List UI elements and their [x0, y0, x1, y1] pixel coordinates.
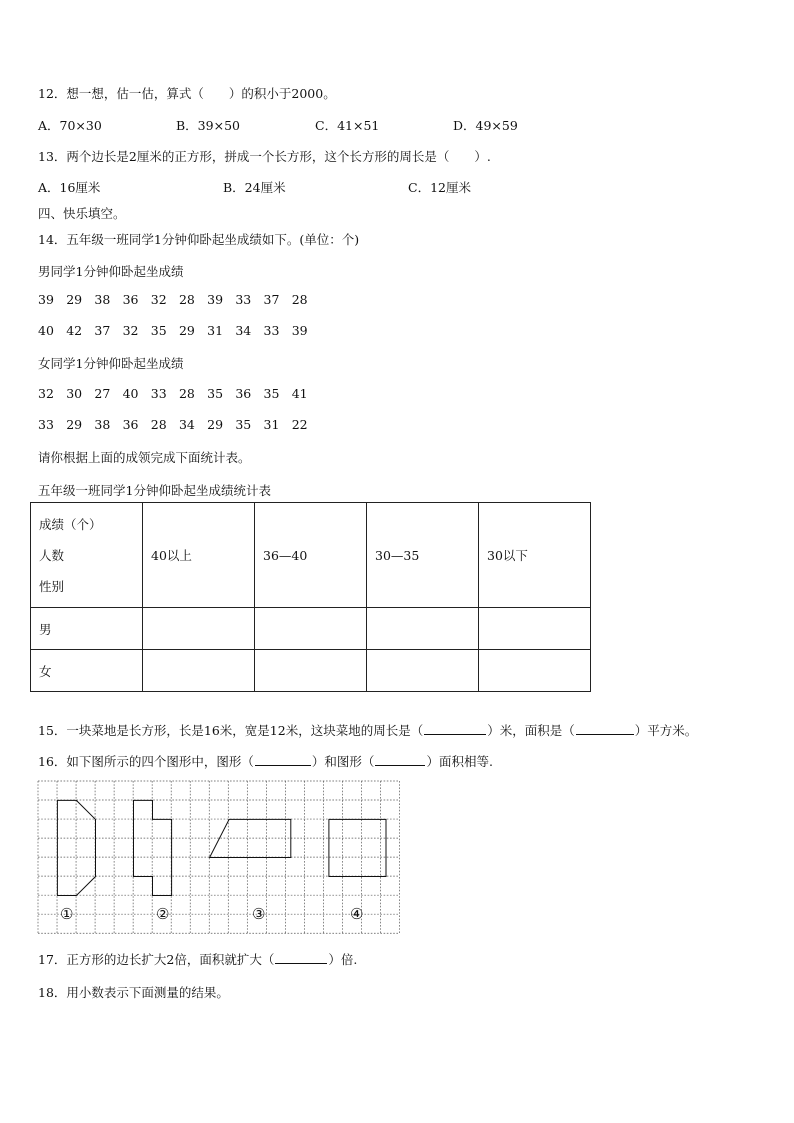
q12-option-b: B．39×50	[176, 118, 240, 133]
section-heading: 四、快乐填空。	[38, 206, 126, 221]
q14-stem: 14．五年级一班同学1分钟仰卧起坐成绩如下。(单位：个)	[38, 232, 360, 247]
table-title: 五年级一班同学1分钟仰卧起坐成绩统计表	[38, 483, 271, 498]
answer-cell[interactable]	[479, 650, 591, 692]
answer-cell[interactable]	[255, 650, 367, 692]
row-header-boys: 男	[31, 608, 143, 650]
figure-label: ②	[156, 905, 170, 923]
girls-scores-row-2: 33 29 38 36 28 34 29 35 31 22	[38, 417, 308, 432]
q17-blank[interactable]	[275, 953, 327, 964]
figure-4-shape	[329, 819, 386, 876]
figure-1-shape	[57, 800, 95, 895]
figure-label: ④	[350, 905, 364, 923]
answer-cell[interactable]	[255, 608, 367, 650]
boys-scores-row-1: 39 29 38 36 32 28 39 33 37 28	[38, 292, 308, 307]
q12-stem: 12．想一想，估一估，算式（ ）的积小于2000。	[38, 86, 336, 101]
table-row	[31, 608, 591, 650]
figure-2-shape	[134, 800, 172, 895]
q16-second-blank[interactable]	[375, 755, 425, 766]
corner-count-label: 人数	[39, 547, 65, 563]
figure-label: ①	[60, 905, 74, 923]
column-header: 36—40	[255, 503, 367, 608]
column-header: 30—35	[367, 503, 479, 608]
q13-option-a: A．16厘米	[38, 180, 101, 195]
answer-cell[interactable]	[367, 650, 479, 692]
boys-scores-row-2: 40 42 37 32 35 29 31 34 33 39	[38, 323, 308, 338]
answer-cell[interactable]	[479, 608, 591, 650]
q13-stem: 13．两个边长是2厘米的正方形，拼成一个长方形，这个长方形的周长是（ ）.	[38, 149, 491, 164]
q12-option-d: D．49×59	[453, 118, 518, 133]
row-header-girls: 女	[31, 650, 143, 692]
q15-area-blank[interactable]	[576, 724, 634, 735]
q15-line: 15．一块菜地是长方形，长是16米，宽是12米，这块菜地的周长是（ ）米，面积是（ ）平方米。	[38, 723, 698, 738]
q18-stem: 18．用小数表示下面测量的结果。	[38, 985, 229, 1000]
girls-title: 女同学1分钟仰卧起坐成绩	[38, 356, 184, 371]
q13-option-b: B．24厘米	[223, 180, 286, 195]
figure-label: ③	[252, 905, 266, 923]
q14-instruction: 请你根据上面的成领完成下面统计表。	[38, 450, 251, 465]
column-header: 40以上	[143, 503, 255, 608]
corner-score-label: 成绩（个）	[39, 516, 102, 532]
column-header: 30以下	[479, 503, 591, 608]
q15-perimeter-blank[interactable]	[424, 724, 486, 735]
q12-option-a: A．70×30	[38, 118, 102, 133]
q16-line: 16．如下图所示的四个图形中，图形（ ）和图形（ ）面积相等.	[38, 754, 493, 769]
table-corner-cell	[31, 503, 143, 608]
q17-line: 17．正方形的边长扩大2倍，面积就扩大（ ）倍.	[38, 952, 358, 967]
corner-gender-label: 性别	[39, 578, 65, 594]
answer-cell[interactable]	[143, 608, 255, 650]
q12-option-c: C．41×51	[315, 118, 380, 133]
statistics-table	[30, 502, 591, 692]
answer-cell[interactable]	[143, 650, 255, 692]
boys-title: 男同学1分钟仰卧起坐成绩	[38, 264, 184, 279]
answer-cell[interactable]	[367, 608, 479, 650]
girls-scores-row-1: 32 30 27 40 33 28 35 36 35 41	[38, 386, 308, 401]
figure-3-shape	[210, 819, 291, 857]
q16-first-blank[interactable]	[255, 755, 311, 766]
table-row	[31, 650, 591, 692]
q13-option-c: C．12厘米	[408, 180, 471, 195]
shapes-grid-figure	[36, 779, 410, 939]
